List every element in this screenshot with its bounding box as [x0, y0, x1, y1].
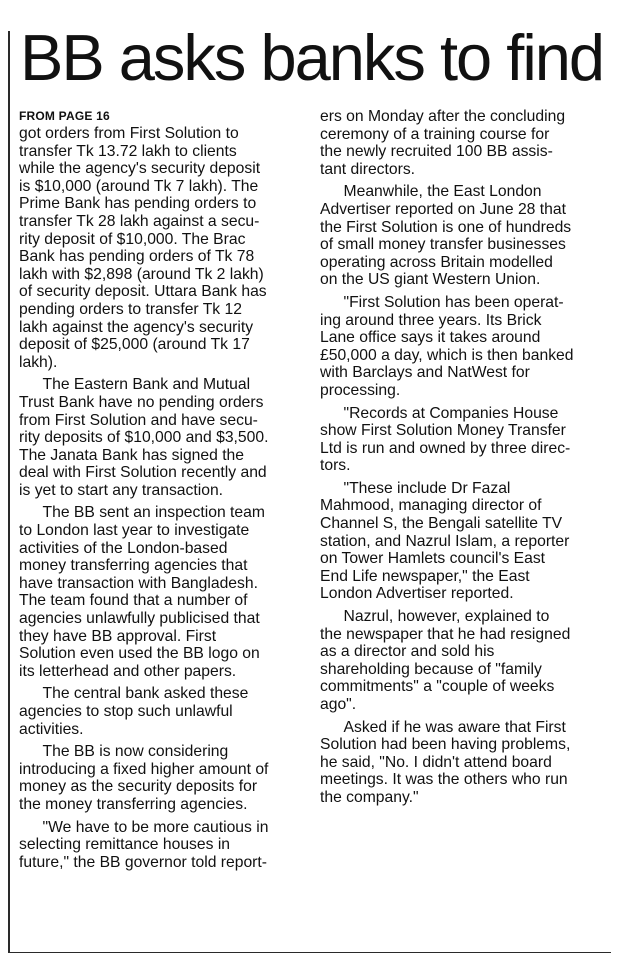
- article-line: agencies unlawfully publicised that: [19, 610, 260, 628]
- article-line: rity deposits of $10,000 and $3,500.: [19, 429, 269, 447]
- article-line: Prime Bank has pending orders to: [19, 195, 257, 213]
- article-line: "First Solution has been operat-: [320, 293, 564, 311]
- article-line: he said, "No. I didn't attend board: [320, 753, 552, 771]
- article-line: The Janata Bank has signed the: [19, 446, 245, 464]
- article-line: show First Solution Money Transfer: [320, 422, 566, 440]
- article-line: transfer Tk 28 lakh against a secu-: [19, 212, 260, 230]
- article-line: Trust Bank have no pending orders: [19, 393, 264, 411]
- article-line: activities of the London-based: [19, 539, 228, 557]
- article-line: processing.: [320, 381, 401, 399]
- article-line: money as the security deposits for: [19, 778, 258, 796]
- article-line: Solution had been having problems,: [320, 736, 571, 754]
- article-line: transfer Tk 13.72 lakh to clients: [19, 142, 237, 160]
- article-line: to London last year to investigate: [19, 522, 250, 540]
- article-line: they have BB approval. First: [19, 627, 217, 645]
- article-line: the newly recruited 100 BB assis-: [320, 143, 553, 161]
- article-line: London Advertiser reported.: [320, 585, 514, 603]
- article-line: lakh).: [19, 353, 58, 371]
- from-page-label: FROM PAGE 16: [19, 109, 110, 123]
- article-line: while the agency's security deposit: [19, 160, 261, 178]
- article-line: introducing a fixed higher amount of: [19, 760, 269, 778]
- article-line: is $10,000 (around Tk 7 lakh). The: [19, 177, 259, 195]
- article-line: Ltd is run and owned by three direc-: [320, 439, 571, 457]
- article-line: money transferring agencies that: [19, 557, 248, 575]
- article-line: from First Solution and have secu-: [19, 411, 258, 429]
- article-line: on the US giant Western Union.: [320, 271, 541, 289]
- article-line: Advertiser reported on June 28 that: [320, 200, 566, 218]
- article-line: "We have to be more cautious in: [19, 818, 269, 836]
- article-line: rity deposit of $10,000. The Brac: [19, 230, 246, 248]
- left-column-text: [19, 125, 295, 871]
- article-line: ceremony of a training course for: [320, 125, 550, 143]
- article-line: operating across Britain modelled: [320, 253, 553, 271]
- bottom-border-rule: [8, 952, 611, 953]
- left-column: [19, 108, 295, 871]
- left-border-rule: [8, 31, 10, 953]
- article-line: tors.: [320, 457, 351, 475]
- article-line: station, and Nazrul Islam, a reporter: [320, 532, 570, 550]
- article-line: the company.": [320, 788, 419, 806]
- article-line: The team found that a number of: [19, 592, 248, 610]
- article-line: deposit of $25,000 (around Tk 17: [19, 336, 250, 354]
- article-line: Mahmood, managing director of: [320, 497, 542, 515]
- article-line: Bank has pending orders of Tk 78: [19, 248, 255, 266]
- article-line: Nazrul, however, explained to: [320, 608, 550, 626]
- article-line: £50,000 a day, which is then banked: [320, 346, 574, 364]
- article-line: selecting remittance houses in: [19, 836, 231, 854]
- article-line: the money transferring agencies.: [19, 795, 248, 813]
- article-line: as a director and sold his: [320, 643, 495, 661]
- article-line: Lane office says it takes around: [320, 329, 541, 347]
- article-line: lakh with $2,898 (around Tk 2 lakh): [19, 265, 264, 283]
- article-line: meetings. It was the others who run: [320, 771, 568, 789]
- article-line: Meanwhile, the East London: [320, 183, 542, 201]
- headline: BB asks banks to find: [20, 21, 604, 94]
- article-line: commitments" a "couple of weeks: [320, 678, 555, 696]
- article-line: deal with First Solution recently and: [19, 464, 267, 482]
- article-line: "Records at Companies House: [320, 404, 559, 422]
- right-column-text: [320, 108, 600, 807]
- article-line: future," the BB governor told report-: [19, 853, 267, 871]
- article-line: ers on Monday after the concluding: [320, 108, 566, 125]
- article-line: agencies to stop such unlawful: [19, 703, 233, 720]
- article-line: the newspaper that he had resigned: [320, 625, 571, 643]
- right-column: [320, 108, 600, 807]
- article-line: ing around three years. Its Brick: [320, 311, 542, 329]
- article-line: the First Solution is one of hundreds: [320, 218, 572, 236]
- article-line: Solution even used the BB logo on: [19, 645, 260, 663]
- article-line: The BB sent an inspection team: [19, 504, 265, 522]
- article-line: Asked if he was aware that First: [320, 718, 566, 736]
- article-line: its letterhead and other papers.: [19, 662, 237, 680]
- article-line: of small money transfer businesses: [320, 236, 566, 254]
- article-line: End Life newspaper," the East: [320, 567, 530, 585]
- article-line: is yet to start any transaction.: [19, 481, 224, 499]
- article-line: The central bank asked these: [19, 685, 249, 703]
- article-line: ago".: [320, 696, 357, 713]
- article-line: with Barclays and NatWest for: [320, 364, 530, 382]
- article-line: have transaction with Bangladesh.: [19, 574, 258, 592]
- article-line: of security deposit. Uttara Bank has: [19, 283, 267, 301]
- article-line: activities.: [19, 720, 84, 738]
- article-line: The BB is now considering: [19, 743, 229, 761]
- article-line: shareholding because of "family: [320, 660, 542, 678]
- article-line: The Eastern Bank and Mutual: [19, 376, 251, 394]
- article-line: lakh against the agency's security: [19, 318, 254, 336]
- article-line: Channel S, the Bengali satellite TV: [320, 515, 563, 533]
- article-line: pending orders to transfer Tk 12: [19, 300, 242, 318]
- article-line: tant directors.: [320, 160, 416, 178]
- article-line: "These include Dr Fazal: [320, 479, 511, 497]
- article-line: got orders from First Solution to: [19, 125, 239, 142]
- article-line: on Tower Hamlets council's East: [320, 550, 546, 568]
